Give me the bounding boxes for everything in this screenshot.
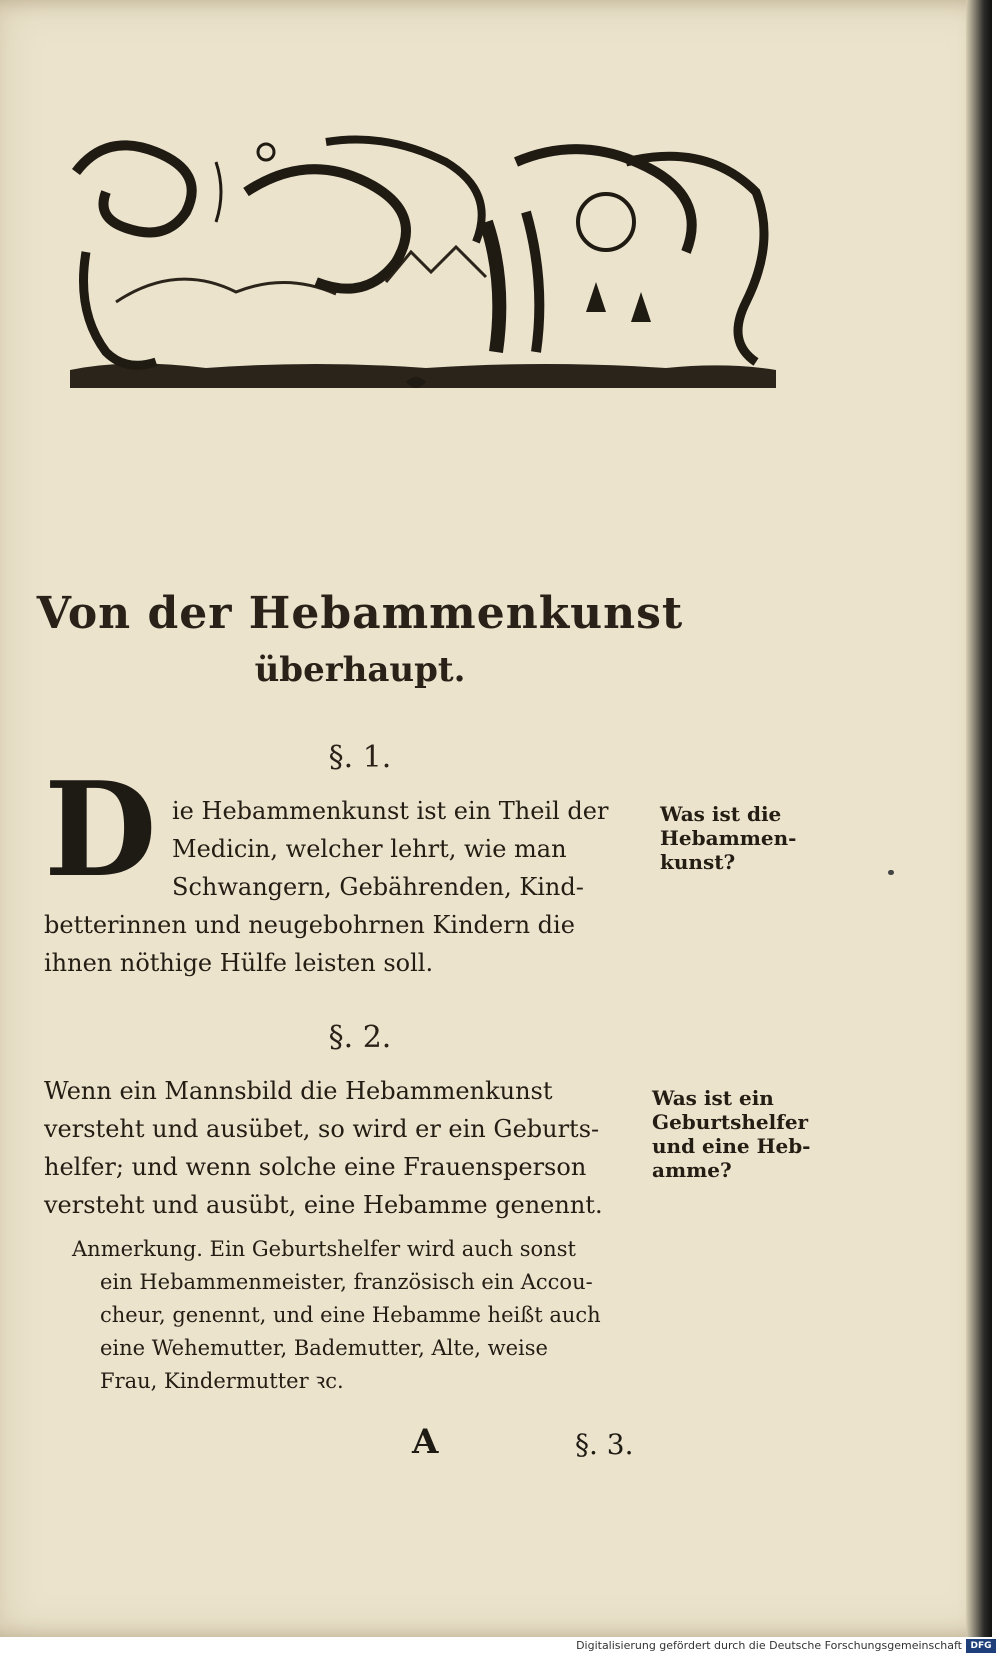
margin-note-line: und eine Heb-	[652, 1134, 811, 1158]
text-line: helfer; und wenn solche eine Frauensperson	[44, 1153, 587, 1181]
margin-note-line: Hebammen-	[660, 826, 797, 850]
margin-note-1	[660, 802, 796, 874]
margin-note-line: Geburtshelfer	[652, 1110, 809, 1134]
signature-mark: A	[412, 1422, 439, 1462]
text-line: Wenn ein Mannsbild die Hebammenkunst	[44, 1077, 553, 1105]
text-line: ie Hebammenkunst ist ein Theil der	[172, 797, 609, 825]
section-number-2: §. 2.	[328, 1020, 392, 1055]
margin-note-line: kunst?	[660, 850, 736, 874]
text-line: versteht und ausübt, eine Hebamme genennt.	[44, 1191, 603, 1219]
paper-speck	[888, 870, 894, 875]
annotation-line: Anmerkung. Ein Geburtshelfer wird auch sonst	[72, 1237, 576, 1261]
drop-capital: D	[44, 753, 157, 906]
margin-note-line: amme?	[652, 1158, 732, 1182]
footer-credit: Digitalisierung gefördert durch die Deutsche Forschungsgemeinschaft	[576, 1639, 962, 1652]
annotation-line: cheur, genennt, und eine Hebamme heißt auch	[100, 1303, 601, 1327]
dfg-logo: DFG	[966, 1639, 996, 1653]
book-gutter	[966, 0, 992, 1637]
annotation-line: Frau, Kindermutter ꝛc.	[100, 1369, 344, 1393]
annotation-line: ein Hebammenmeister, französisch ein Accou-	[100, 1270, 593, 1294]
margin-note-line: Was ist ein	[652, 1086, 774, 1110]
text-line: Schwangern, Gebährenden, Kind-	[172, 873, 584, 901]
text-line: versteht und ausübet, so wird er ein Geburts-	[44, 1115, 600, 1143]
ornamental-vignette	[66, 132, 780, 412]
text-line: betterinnen und neugebohrnen Kindern die	[44, 911, 575, 939]
chapter-title: Von der Hebammenkunst	[36, 588, 684, 639]
margin-note-2	[652, 1086, 811, 1182]
catchword: §. 3.	[575, 1428, 634, 1461]
text-line: ihnen nöthige Hülfe leisten soll.	[44, 949, 434, 977]
section-2-paragraph	[44, 1072, 644, 1224]
text-line: Medicin, welcher lehrt, wie man	[172, 835, 567, 863]
section-number-1: §. 1.	[328, 740, 392, 775]
chapter-subtitle: überhaupt.	[254, 650, 466, 690]
margin-note-line: Was ist die	[660, 802, 782, 826]
annotation-block	[72, 1233, 642, 1398]
annotation-line: eine Wehemutter, Bademutter, Alte, weise	[100, 1336, 548, 1360]
section-1-paragraph	[44, 906, 644, 982]
section-1-paragraph-indented	[172, 792, 642, 906]
